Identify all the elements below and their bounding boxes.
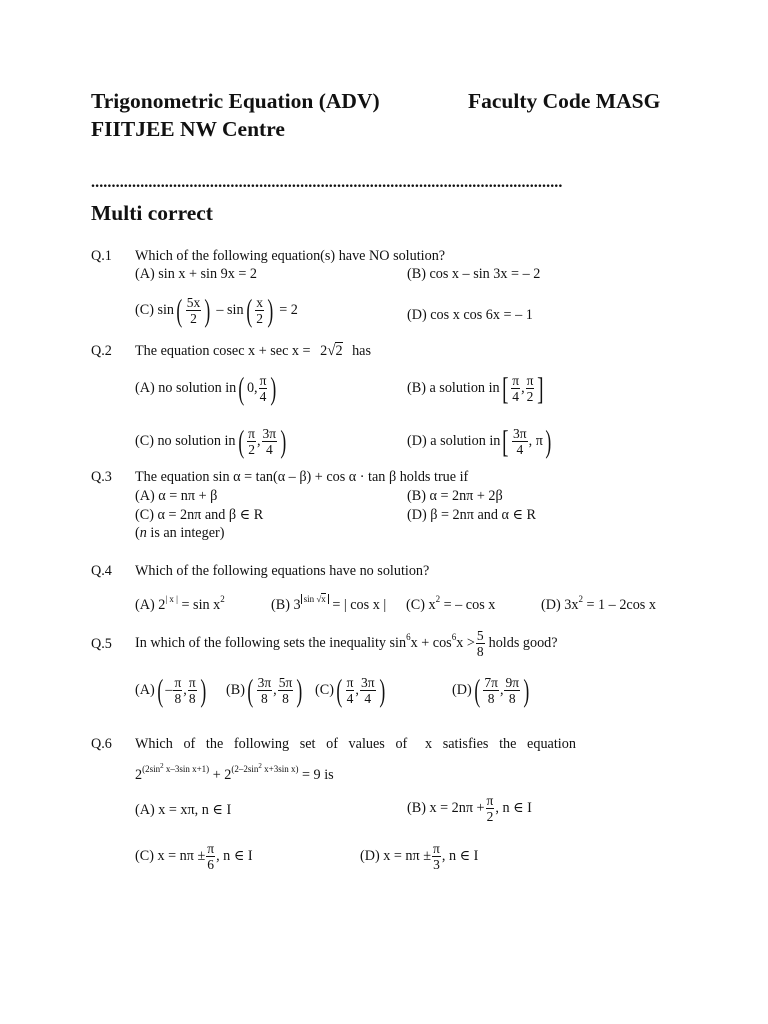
fraction: $\frac{\pi}{2}$ (486, 793, 494, 824)
fraction: $\frac{3\pi}{4}$ (513, 425, 527, 457)
fraction: $\frac{9\pi}{8}$ (505, 674, 520, 706)
question-number: Q.3 (91, 469, 112, 485)
question-number: Q.4 (91, 563, 112, 579)
option-label: (C) (135, 301, 154, 318)
question-text: Which of the following set of values of x satisfies the equation (135, 736, 576, 752)
option-b: (B) α = 2nπ + 2β (407, 488, 503, 504)
question-text: In which of the following sets the inequality $\sin^6x + \cos^6x$ > $\frac{5}{8}$ holds good? (135, 627, 558, 659)
option-c: (C) α = 2nπ and β ∈ R (135, 507, 264, 523)
question-number: Q.5 (91, 636, 112, 652)
question-text: Which of the following equation(s) have NO solution? (135, 248, 446, 264)
question-number: Q.6 (91, 736, 112, 752)
option-b: (B) x = 2nπ + $\frac{\pi}{2}$ , n ∈ I (407, 793, 532, 824)
equals-term: = 2 (279, 301, 298, 318)
document-title: Trigonometric Equation (ADV) (91, 89, 380, 113)
option-a: (A) α = nπ + β (135, 488, 218, 504)
question-text: The equation cosec x + sec x = 2√2 has (135, 343, 371, 359)
fraction: $\frac{5}{8}$ (476, 627, 484, 659)
option-d: (D) x = nπ ± $\frac{\pi}{3}$ , n ∈ I (360, 841, 479, 872)
fraction: $\frac{3\pi}{8}$ (257, 674, 272, 706)
fraction: $\frac{3\pi}{4}$ (262, 425, 277, 457)
equation: $2^{(2sin^2 x-3sin x+1)} + 2^{(2-2sin^2 x+3sin x)} = 9$ is (135, 762, 334, 783)
option-d: (D) $3x^2 = 1 - 2\cos$ x (541, 594, 656, 613)
fraction: $\frac{x}{2}$ (256, 294, 263, 326)
option-c: (C) sin( $\frac{5x}{2}$ ) – sin( $\frac{x}{2}$ ) = 2 (135, 292, 298, 328)
option-c: (C) no solution in( $\frac{\pi}{2}$ , $\frac{3\pi}{4}$ ) (135, 423, 287, 459)
fraction: $\frac{5x}{2}$ (186, 294, 201, 326)
note: (n is an integer) (135, 525, 225, 541)
option-a: (A)( – $\frac{\pi}{8}$ , $\frac{\pi}{8}$ ) (135, 672, 206, 708)
fraction: $\frac{\pi}{4}$ (259, 372, 267, 404)
option-d: (D)( $\frac{7\pi}{8}$ , $\frac{9\pi}{8}$ ) (452, 672, 530, 708)
option-a: (A) x = xπ, n ∈ I (135, 802, 232, 818)
fraction: $\frac{\pi}{6}$ (207, 841, 215, 872)
option-b: (B) a solution in[ $\frac{\pi}{4}$ , $\frac{\pi}{2}$ ] (407, 370, 544, 406)
question-number: Q.1 (91, 248, 112, 264)
option-b: (B) cos x – sin 3x = – 2 (407, 266, 541, 282)
question-number: Q.2 (91, 343, 112, 359)
option-a: (A) no solution in( 0, $\frac{\pi}{4}$ ) (135, 370, 277, 406)
option-a: (A) sin x + sin 9x = 2 (135, 266, 258, 282)
option-d: (D) cos x cos 6x = – 1 (407, 307, 533, 323)
fraction: $\frac{\pi}{4}$ (346, 674, 354, 706)
separator-line: ................................................................................................................... (91, 174, 563, 191)
option-a: (A) $2^{| x |} = \sin x^2$ (135, 594, 225, 613)
option-b: (B)( $\frac{3\pi}{8}$ , $\frac{5\pi}{8}$ ) (226, 672, 303, 708)
faculty-code: Faculty Code MASG (468, 89, 661, 113)
fraction: $\frac{3\pi}{4}$ (360, 674, 375, 706)
sin-term: sin (157, 301, 175, 318)
fraction: $\frac{\pi}{2}$ (248, 425, 255, 457)
option-b: (B) 3 $^{sin √x}$ = | cos x | (271, 594, 387, 613)
option-d: (D) a solution in[ $\frac{3\pi}{4}$ , π) (407, 423, 552, 459)
fraction: $\frac{5\pi}{8}$ (278, 674, 293, 706)
option-c: (C) $x^2$ = – cos x (406, 594, 496, 613)
sin-term: – sin (216, 301, 244, 318)
fraction: $\frac{\pi}{2}$ (526, 372, 534, 404)
fraction: $\frac{7\pi}{8}$ (484, 674, 498, 706)
fraction: $\frac{\pi}{8}$ (188, 674, 196, 706)
question-text: Which of the following equations have no solution? (135, 563, 430, 579)
fraction: $\frac{\pi}{8}$ (174, 674, 182, 706)
option-c: (C) x = nπ ± $\frac{\pi}{6}$ , n ∈ I (135, 841, 253, 872)
fraction: $\frac{\pi}{4}$ (512, 372, 520, 404)
section-heading: Multi correct (91, 201, 213, 225)
option-d: (D) β = 2nπ and α ∈ R (407, 507, 536, 523)
centre-name: FIITJEE NW Centre (91, 117, 285, 141)
fraction: $\frac{\pi}{3}$ (433, 841, 440, 872)
option-c: (C)( $\frac{\pi}{4}$ , $\frac{3\pi}{4}$ ) (315, 672, 385, 708)
question-text: The equation sin α = tan(α – β) + cos α · tan β holds true if (135, 469, 469, 485)
